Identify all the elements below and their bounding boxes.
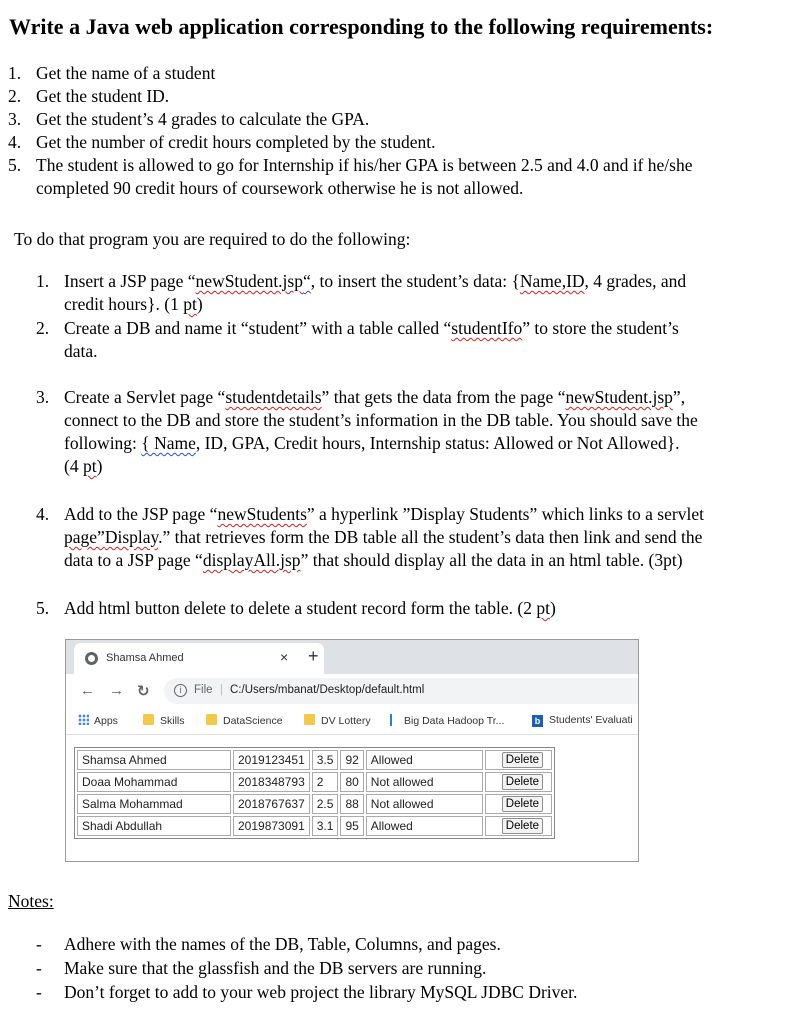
gpa-cell: 2 [312,772,339,792]
bookmark-datascience[interactable]: DataScience [206,714,283,727]
close-icon[interactable]: × [280,649,289,665]
task-2-continuation: data. [64,341,98,361]
table-row [77,772,552,792]
action-cell [485,816,552,836]
browser-toolbar [66,674,638,708]
note-item: - Don’t forget to add to your web project the library MySQL JDBC Driver. [36,982,578,1002]
task-3-continuation: following: { Name, ID, GPA, Credit hours, Internship status: Allowed or Not Allowed}. [64,433,680,453]
status-cell: Allowed [366,816,483,836]
gpa-cell: 3.5 [312,750,339,770]
new-tab-button[interactable]: + [308,646,319,666]
name-cell: Shadi Abdullah [77,816,231,836]
task-3-continuation: connect to the DB and store the student’s information in the DB table. You should save the [64,410,698,430]
info-icon[interactable]: i [174,684,187,697]
hours-cell: 95 [340,816,363,836]
tab-title: Shamsa Ahmed [106,652,184,664]
hours-cell: 88 [340,794,363,814]
name-cell: Salma Mohammad [77,794,231,814]
task-4: 4. Add to the JSP page “newStudents” a hyperlink ”Display Students” which links to a servlet [36,504,704,524]
task-2: 2. Create a DB and name it “student” with a table called “studentIfo” to store the student’s [36,318,679,338]
gpa-cell: 2.5 [312,794,339,814]
protocol-label: File [194,684,213,696]
delete-button[interactable]: Delete [502,818,543,834]
list-item: 4. Get the number of credit hours completed by the student. [8,132,436,152]
tab-bar [66,640,638,674]
list-item-continuation: completed 90 credit hours of coursework otherwise he is not allowed. [36,178,524,198]
table-row [77,750,552,770]
bookmarks-bar [66,708,638,735]
folder-icon [143,714,154,725]
folder-icon [304,714,315,725]
gpa-cell: 3.1 [312,816,339,836]
list-item: 3. Get the student’s 4 grades to calculate the GPA. [8,109,370,129]
action-cell [485,772,552,792]
bookmark-dv-lottery[interactable]: DV Lottery [304,714,371,727]
address-bar[interactable] [164,678,638,704]
task-4-continuation: page”Display.” that retrieves form the DB table all the student’s data then link and send the [64,527,703,547]
id-cell: 2018348793 [233,772,310,792]
notes-heading: Notes: [8,891,54,911]
task-1: 1. Insert a JSP page “newStudent.jsp“, to insert the student’s data: {Name,ID, 4 grades, and [36,271,687,291]
apps-grid-icon [78,714,89,725]
blackboard-icon: b [532,715,543,727]
task-5: 5. Add html button delete to delete a student record form the table. (2 pt) [36,598,556,618]
browser-screenshot [65,639,639,862]
note-item: - Make sure that the glassfish and the DB servers are running. [36,958,487,978]
status-cell: Allowed [366,750,483,770]
status-cell: Not allowed [366,772,483,792]
task-3: 3. Create a Servlet page “studentdetails” that gets the data from the page “newStudent.jsp”, [36,387,686,407]
task-4-continuation: data to a JSP page “displayAll.jsp” that should display all the data in an html table. (3pt) [64,550,683,570]
folder-icon [206,714,217,725]
id-cell: 2019123451 [233,750,310,770]
task-1-continuation: credit hours}. (1 pt) [64,294,203,314]
reload-icon[interactable]: ↻ [137,683,150,700]
delete-button[interactable]: Delete [502,752,543,768]
forward-arrow-icon[interactable]: → [109,682,124,699]
bookmark-apps[interactable]: Apps [78,714,118,727]
table-row [77,794,552,814]
separator: | [220,684,223,696]
table-row [77,816,552,836]
id-cell: 2019873091 [233,816,310,836]
hours-cell: 80 [340,772,363,792]
bookmark-skills[interactable]: Skills [143,714,185,727]
hadoop-icon [390,714,398,726]
page-title: Write a Java web application corresponding to the following requirements: [9,14,714,39]
url-text: C:/Users/mbanat/Desktop/default.html [230,684,425,696]
list-item: 1. Get the name of a student [8,63,216,83]
bookmark-big-data-hadoop[interactable]: Big Data Hadoop Tr... [390,714,504,727]
hours-cell: 92 [340,750,363,770]
intro-text: To do that program you are required to do the following: [14,229,411,249]
globe-icon [85,652,98,665]
delete-button[interactable]: Delete [502,796,543,812]
name-cell: Doaa Mohammad [77,772,231,792]
delete-button[interactable]: Delete [502,774,543,790]
browser-tab[interactable] [74,643,324,674]
students-table [74,747,555,839]
back-arrow-icon[interactable]: ← [80,682,95,699]
task-3-continuation: (4 pt) [64,456,103,476]
action-cell [485,750,552,770]
action-cell [485,794,552,814]
bookmark-students-evaluation[interactable]: b Students' Evaluati [532,714,633,727]
id-cell: 2018767637 [233,794,310,814]
name-cell: Shamsa Ahmed [77,750,231,770]
list-item: 2. Get the student ID. [8,86,170,106]
note-item: - Adhere with the names of the DB, Table, Columns, and pages. [36,934,501,954]
list-item: 5. The student is allowed to go for Internship if his/her GPA is between 2.5 and 4.0 and if he/she [8,155,693,175]
status-cell: Not allowed [366,794,483,814]
